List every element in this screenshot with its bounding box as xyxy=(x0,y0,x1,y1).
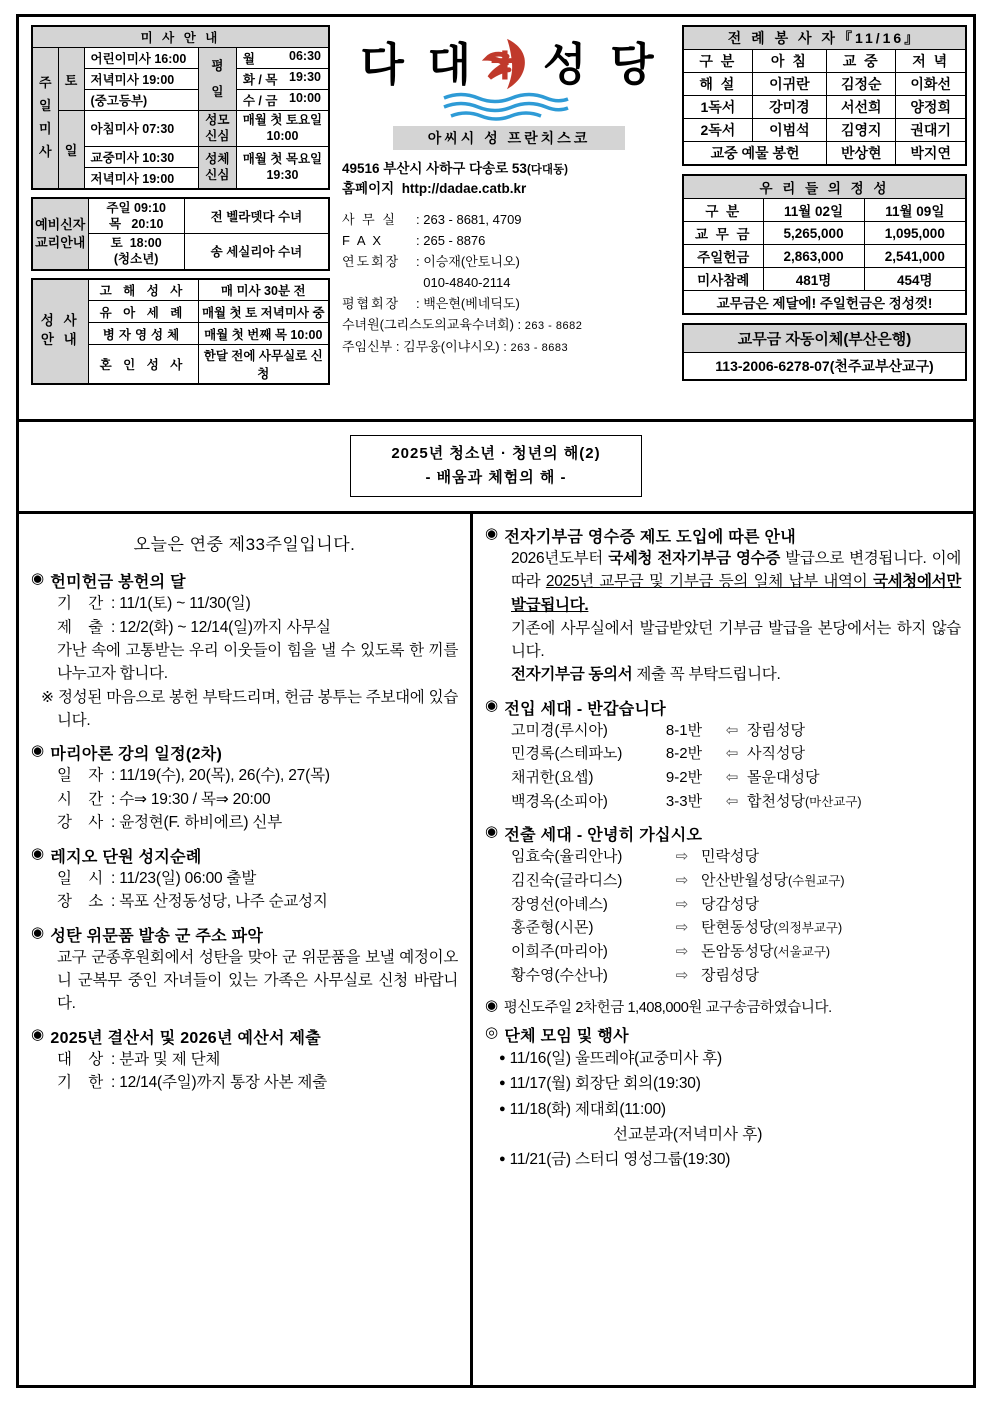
sun-mass-row-0: 아침미사 07:30 xyxy=(84,111,198,147)
arrow-right-icon: ⇨ xyxy=(675,871,689,889)
church-address xyxy=(342,159,676,200)
announcement-title: ◉ 전입 세대 - 반갑습니다 xyxy=(485,696,667,718)
announcement-title: ◉ 성탄 위문품 발송 군 주소 파악 xyxy=(31,923,264,945)
offerings-note: 교무금은 제달에! 주일헌금은 정성껏! xyxy=(683,291,966,315)
announcement-group-events xyxy=(485,1023,961,1172)
list-item: 이희주(마리아) ⇨ 돈암동성당(서울교구) xyxy=(485,940,961,964)
marian-devotion-label: 성모 신심 xyxy=(198,111,236,147)
second-collection-line: ◉ 평신도주일 2차헌금 1,408,000원 교구송금하였습니다. xyxy=(485,997,832,1017)
event-row-0: ● 11/16(일) 울뜨레야(교중미사 후) xyxy=(499,1050,722,1068)
marian-devotion-value: 매월 첫 토요일 10:00 xyxy=(236,111,329,147)
right-column xyxy=(473,514,973,1385)
event-row-2: ● 11/18(화) 제대회(11:00) xyxy=(499,1100,666,1118)
header-logo-contact xyxy=(330,25,682,413)
arrow-left-icon: ⇦ xyxy=(725,768,739,786)
sun-mass-row-2: 저녁미사 19:00 xyxy=(84,167,198,189)
edonation-paragraph-2: 기존에 사무실에서 발급받았던 기부금 발급을 본당에서는 하지 않습니다. xyxy=(511,619,961,660)
list-item: 임효숙(율리안나) ⇨ 민락성당 xyxy=(485,845,961,869)
bullet-icon: ◉ xyxy=(485,525,499,542)
dot-icon: ● xyxy=(499,1077,506,1090)
servers-header-3: 저 녁 xyxy=(896,50,966,73)
table-row xyxy=(683,142,966,166)
announcement-military-gifts xyxy=(31,923,458,1016)
catechumen-table xyxy=(31,197,330,271)
servers-r0c3: 이화선 xyxy=(896,73,966,96)
homepage-url[interactable]: http://dadae.catb.kr xyxy=(401,181,527,197)
announcement-title: ◉ 전자기부금 영수증 제도 도입에 따른 안내 xyxy=(485,525,796,546)
sun-mass-row-1: 교중미사 10:30 xyxy=(84,146,198,167)
sat-mass-row-2: (중고등부) xyxy=(84,90,198,111)
liturgical-servers-table xyxy=(682,25,967,166)
offerings-r0c1: 5,265,000 xyxy=(763,222,864,245)
announcements-body xyxy=(19,514,973,1385)
auto-transfer-account: 113-2006-6278-07(천주교부산교구) xyxy=(683,353,966,381)
bullet-icon: ◉ xyxy=(31,742,45,760)
edonation-paragraph-1: 2026년도부터 국세청 전자기부금 영수증 발급으로 변경됩니다. 이에 따라 2025년 교무금 및 기부금 등의 일체 납부 내역이 국세청에서만 발급됩니다. xyxy=(511,550,962,614)
servers-r0c2: 김정순 xyxy=(827,73,896,96)
mass-table-title: 미 사 안 내 xyxy=(32,26,329,48)
today-liturgical-label: 오늘은 연중 제33주일입니다. xyxy=(133,535,356,554)
rice-period: 기 간 : 11/1(토) ~ 11/30(일) xyxy=(57,595,251,612)
budget-deadline: 기 한 : 12/14(주일)까지 통장 사본 제출 xyxy=(57,1074,327,1092)
bullet-icon: ◉ xyxy=(31,570,45,587)
sacrament-value-2: 매월 첫 번째 목 10:00 xyxy=(198,323,329,345)
offerings-r0c0: 교 무 금 xyxy=(683,222,763,245)
servers-r2c2: 김영지 xyxy=(827,119,896,142)
legio-datetime: 일 시 : 11/23(일) 06:00 출발 xyxy=(57,869,257,887)
list-item: 채귀한(요셉) 9-2반 ⇦ 몰운대성당 xyxy=(485,766,961,790)
wave-icon xyxy=(342,91,676,121)
edonation-paragraph-3: 전자기부금 동의서 제출 꼭 부탁드립니다. xyxy=(511,666,781,684)
legio-place: 장 소 : 목포 산정동성당, 나주 순교성지 xyxy=(57,893,328,911)
sacrament-label: 성 사 안 내 xyxy=(32,279,88,385)
table-row xyxy=(683,119,966,142)
offerings-r1c0: 주일헌금 xyxy=(683,245,763,268)
sunday-mass-label: 주 일 미 사 xyxy=(32,48,58,189)
offerings-header-2: 11월 09일 xyxy=(864,199,966,222)
logo-text-left: 다 대 xyxy=(360,37,475,91)
dot-icon: ● xyxy=(499,1052,506,1065)
list-item: 황수영(수산나) ⇨ 장림성당 xyxy=(485,964,961,988)
list-item: 고미경(루시아) 8-1반 ⇦ 장림성당 xyxy=(485,719,961,743)
list-item: 백경옥(소피아) 3-3반 ⇦ 합천성당(마산교구) xyxy=(485,790,961,814)
servers-r1c3: 양정희 xyxy=(896,96,966,119)
year-banner-wrap xyxy=(19,422,973,514)
mariology-time: 시 간 : 수⇒ 19:30 / 목⇒ 20:00 xyxy=(57,790,271,808)
offerings-r1c2: 2,541,000 xyxy=(864,245,966,268)
servers-header-1: 아 침 xyxy=(752,50,826,73)
sat-mass-row-0: 어린이미사 16:00 xyxy=(84,48,198,69)
servers-r1c0: 1독서 xyxy=(683,96,752,119)
bullet-icon: ◉ xyxy=(31,844,45,862)
servers-r1c2: 서선희 xyxy=(827,96,896,119)
servers-r0c1: 이귀란 xyxy=(752,73,826,96)
contact-row-pastor: 주임신부 : 김무웅(이냐시오) : 263 - 8683 xyxy=(342,338,569,354)
offerings-r0c2: 1,095,000 xyxy=(864,222,966,245)
arrow-left-icon: ⇦ xyxy=(725,721,739,739)
eucharist-devotion-value: 매월 첫 목요일 19:30 xyxy=(236,146,329,189)
catechumen-time-1: 토 18:00 (청소년) xyxy=(88,234,184,270)
list-item: 홍준형(시몬) ⇨ 탄현동성당(의정부교구) xyxy=(485,916,961,940)
arrow-right-icon: ⇨ xyxy=(675,966,689,984)
servers-title: 전 례 봉 사 자『11/16』 xyxy=(683,26,966,50)
contact-row-pyeonghyeop: 평협회장 : 백은현(베네딕도) xyxy=(342,295,520,311)
catechumen-label: 예비신자 교리안내 xyxy=(32,198,88,270)
sacrament-name-2: 병자영성체 xyxy=(88,323,198,345)
servers-header-2: 교 중 xyxy=(827,50,896,73)
church-logo xyxy=(342,33,676,95)
sacrament-value-3: 한달 전에 사무실로 신청 xyxy=(198,345,329,385)
announcement-title: ◉ 헌미헌금 봉헌의 달 xyxy=(31,570,186,591)
offertory-value-0: 반상현 xyxy=(827,142,896,166)
dot-icon: ● xyxy=(499,1152,506,1165)
list-item: 김진숙(글라디스) ⇨ 안산반월성당(수원교구) xyxy=(485,869,961,893)
weekday-row-1: 화 / 목 19:30 xyxy=(236,69,329,90)
announcement-title: ◉ 전출 세대 - 안녕히 가십시오 xyxy=(485,823,703,845)
mariology-date: 일 자 : 11/19(수), 20(목), 26(수), 27(목) xyxy=(57,767,330,785)
sacrament-value-0: 매 미사 30분 전 xyxy=(198,279,329,301)
fish-cross-icon xyxy=(478,33,540,95)
contact-list xyxy=(342,209,676,358)
page-border xyxy=(16,14,976,1388)
offerings-title: 우 리 들 의 정 성 xyxy=(683,175,966,199)
sacrament-name-0: 고 해 성 사 xyxy=(88,279,198,301)
announcement-rice-offering xyxy=(31,569,458,732)
patron-saint-label: 아씨시 성 프란치스코 xyxy=(393,126,625,150)
announcement-title: ◉ 레지오 단원 성지순례 xyxy=(31,844,202,866)
auto-transfer-title: 교무금 자동이체(부산은행) xyxy=(683,324,966,353)
table-row xyxy=(683,96,966,119)
arrow-right-icon: ⇨ xyxy=(675,895,689,913)
catechumen-time-0: 주일 09:10 목 20:10 xyxy=(88,198,184,234)
rice-submit: 제 출 : 12/2(화) ~ 12/14(일)까지 사무실 xyxy=(57,618,331,636)
table-row xyxy=(683,222,966,245)
servers-r0c0: 해 설 xyxy=(683,73,752,96)
table-row xyxy=(683,73,966,96)
sunday-label: 일 xyxy=(58,111,84,189)
event-row-3: ● 11/21(금) 스터디 영성그룹(19:30) xyxy=(499,1150,731,1168)
weekday-row-0: 월 06:30 xyxy=(236,48,329,69)
military-gifts-paragraph: 교구 군종후원회에서 성탄을 맞아 군 위문품을 보낼 예정이오니 군복무 중인 자녀들이 있는 가족은 사무실로 신청 바랍니다. xyxy=(57,948,458,1013)
event-sub-row: 선교분과(저녁미사 후) xyxy=(613,1125,763,1143)
arrow-right-icon: ⇨ xyxy=(675,943,689,960)
servers-r1c1: 강미경 xyxy=(752,96,826,119)
announcement-title: ◎ 단체 모임 및 행사 xyxy=(485,1024,629,1046)
header-right-tables xyxy=(682,25,967,413)
bullet-icon: ◉ xyxy=(31,923,45,941)
mariology-lecturer: 강 사 : 윤정현(F. 하비에르) 신부 xyxy=(57,814,282,832)
weekday-label: 평 일 xyxy=(198,48,236,111)
double-circle-icon: ◎ xyxy=(485,1024,499,1042)
sat-mass-row-1: 저녁미사 19:00 xyxy=(84,69,198,90)
announcement-budget-submission xyxy=(31,1025,458,1095)
mass-schedule-table xyxy=(31,25,330,190)
banner-line-1: 2025년 청소년 · 청년의 해(2) xyxy=(391,445,601,462)
offerings-table xyxy=(682,174,967,315)
dot-icon: ● xyxy=(499,1102,506,1115)
homepage-label: 홈페이지 xyxy=(342,181,395,197)
auto-transfer-table xyxy=(682,323,967,381)
contact-row-yeondo-phone: 010-4840-2114 xyxy=(423,274,511,290)
contact-row-convent: 수녀원(그리스도의교육수녀회) : 263 - 8682 xyxy=(342,316,583,332)
announcement-mariology-lecture xyxy=(31,741,458,835)
servers-r2c1: 이범석 xyxy=(752,119,826,142)
announcement-transfer-out xyxy=(485,822,961,987)
contact-row-office: 사 무 실 : 263 - 8681, 4709 xyxy=(342,211,522,227)
bullet-icon: ◉ xyxy=(485,997,498,1015)
budget-target: 대 상 : 분과 및 제 단체 xyxy=(57,1050,221,1068)
address-text: 49516 부산시 사하구 다송로 53 xyxy=(342,161,527,176)
offerings-r2c0: 미사참례 xyxy=(683,268,763,291)
list-item: 장영선(아녜스) ⇨ 당감성당 xyxy=(485,893,961,917)
arrow-right-icon: ⇨ xyxy=(675,848,689,866)
offertory-value-1: 박지연 xyxy=(896,142,966,166)
arrow-left-icon: ⇦ xyxy=(725,745,739,763)
bullet-icon: ◉ xyxy=(485,823,499,841)
offerings-r1c1: 2,863,000 xyxy=(763,245,864,268)
catechumen-person-0: 전 벨라뎃다 수녀 xyxy=(184,198,329,234)
announcement-title: ◉ 2025년 결산서 및 2026년 예산서 제출 xyxy=(31,1025,322,1047)
arrow-right-icon: ⇨ xyxy=(675,919,689,937)
offerings-r2c1: 481명 xyxy=(763,268,864,291)
contact-row-yeondo: 연도회장 : 이승재(안토니오) xyxy=(342,253,520,269)
sacrament-value-1: 매월 첫 토 저녁미사 중 xyxy=(198,301,329,323)
header-section xyxy=(19,17,973,422)
offerings-header-0: 구 분 xyxy=(683,199,763,222)
sacrament-table xyxy=(31,278,330,386)
arrow-left-icon: ⇦ xyxy=(725,792,739,810)
list-item: 민경록(스테파노) 8-2반 ⇦ 사직성당 xyxy=(485,742,961,766)
table-row xyxy=(683,245,966,268)
rice-paragraph: 가난 속에 고통받는 우리 이웃들이 힘을 낼 수 있도록 한 끼를 나누고자 합니다. xyxy=(57,642,458,683)
bullet-icon: ◉ xyxy=(485,696,499,714)
table-row xyxy=(683,268,966,291)
contact-row-fax: F A X : 265 - 8876 xyxy=(342,232,486,248)
left-column xyxy=(19,514,473,1385)
catechumen-person-1: 송 세실리아 수녀 xyxy=(184,234,329,270)
servers-r2c0: 2독서 xyxy=(683,119,752,142)
sacrament-name-3: 혼 인 성 사 xyxy=(88,345,198,385)
announcement-second-collection xyxy=(485,996,961,1017)
sacrament-name-1: 유 아 세 례 xyxy=(88,301,198,323)
saturday-label: 토 xyxy=(58,48,84,111)
servers-header-0: 구 분 xyxy=(683,50,752,73)
address-district: (다대동) xyxy=(526,164,568,176)
offertory-label: 교중 예물 봉헌 xyxy=(683,142,827,166)
announcement-legio-pilgrimage xyxy=(31,844,458,914)
eucharist-devotion-label: 성체 신심 xyxy=(198,146,236,189)
header-left-tables xyxy=(25,25,330,413)
banner-line-2: - 배움과 체험의 해 - xyxy=(425,469,567,486)
offerings-r2c2: 454명 xyxy=(864,268,966,291)
announcement-title: ◉ 마리아론 강의 일정(2차) xyxy=(31,742,223,764)
announcement-edonation-receipt xyxy=(485,524,961,687)
logo-text-right: 성 당 xyxy=(543,37,658,91)
event-row-1: ● 11/17(월) 회장단 회의(19:30) xyxy=(499,1075,701,1093)
servers-r2c3: 권대기 xyxy=(896,119,966,142)
offerings-header-1: 11월 02일 xyxy=(763,199,864,222)
bullet-icon: ◉ xyxy=(31,1025,45,1043)
rice-note: ※ 정성된 마음으로 봉헌 부탁드리며, 헌금 봉투는 주보대에 있습니다. xyxy=(41,688,458,729)
year-banner xyxy=(350,435,641,497)
weekday-row-2: 수 / 금 10:00 xyxy=(236,90,329,111)
announcement-transfer-in xyxy=(485,696,961,814)
